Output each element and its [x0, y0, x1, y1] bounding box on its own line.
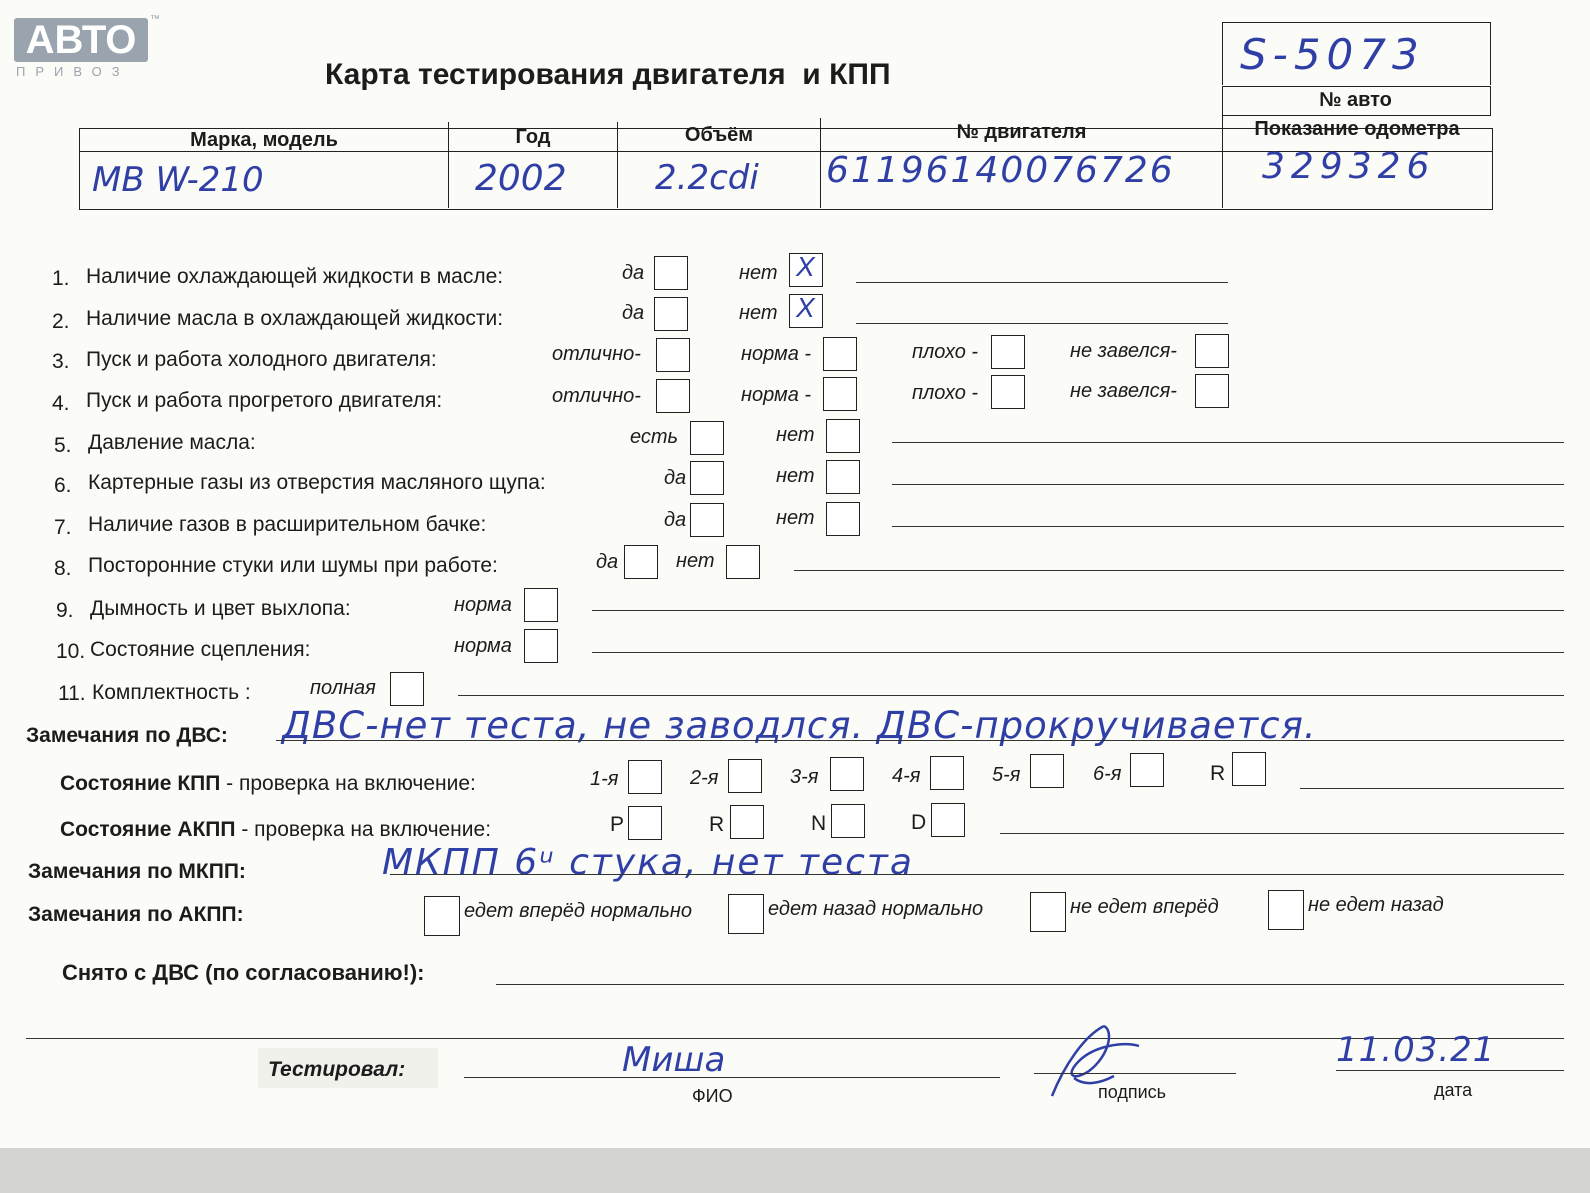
- checkbox-backward-ok[interactable]: [728, 894, 764, 934]
- car-number-label: № авто: [1319, 89, 1392, 111]
- item-text: Посторонние стуки или шумы при работе:: [88, 554, 498, 577]
- option-label: нет: [776, 424, 815, 446]
- item-number: 10.: [56, 640, 86, 663]
- item-text: Пуск и работа холодного двигателя:: [86, 348, 437, 371]
- gear-label: 5-я: [992, 764, 1021, 786]
- option-label: есть: [630, 426, 679, 448]
- gear-5-checkbox[interactable]: [1030, 754, 1064, 788]
- option-label: полная: [310, 677, 376, 699]
- option-label: норма -: [741, 343, 812, 365]
- checkbox-excellent[interactable]: [656, 338, 690, 372]
- gear-1-checkbox[interactable]: [628, 760, 662, 794]
- item-number: 4.: [52, 392, 70, 415]
- item-text: Комплектность :: [92, 681, 251, 704]
- option-label: да: [664, 467, 687, 489]
- option-label: отлично-: [552, 343, 641, 365]
- mode-r-checkbox[interactable]: [730, 805, 764, 839]
- checkbox-forward-ok[interactable]: [424, 896, 460, 936]
- checkbox-yes[interactable]: [690, 503, 724, 537]
- option-label: нет: [676, 550, 715, 572]
- option-label: да: [622, 262, 645, 284]
- item-number: 7.: [54, 516, 72, 539]
- option-label: едет вперёд нормально: [464, 900, 693, 922]
- option-label: нет: [776, 465, 815, 487]
- option-label: да: [664, 509, 687, 531]
- checkbox-normal[interactable]: [823, 337, 857, 371]
- dvs-remarks-label: Замечания по ДВС:: [26, 724, 228, 747]
- checkbox-no[interactable]: [826, 419, 860, 453]
- option-label: не завелся-: [1070, 340, 1177, 362]
- item-number: 1.: [52, 267, 70, 290]
- gear-label: 6-я: [1093, 763, 1122, 785]
- checked-mark: X: [796, 251, 815, 282]
- item-text: Пуск и работа прогретого двигателя:: [86, 389, 443, 412]
- option-label: едет назад нормально: [768, 898, 984, 920]
- item-number: 8.: [54, 557, 72, 580]
- item-number: 2.: [52, 310, 70, 333]
- remark-line: [1300, 788, 1564, 789]
- logo-tm: ™: [150, 14, 160, 25]
- item-number: 3.: [52, 350, 70, 373]
- item-number: 6.: [54, 474, 72, 497]
- checkbox-no-forward[interactable]: [1030, 892, 1066, 932]
- checkbox-yes[interactable]: [654, 297, 688, 331]
- option-label: плохо -: [912, 382, 979, 404]
- tested-by-label: Тестировал:: [268, 1058, 406, 1081]
- remark-line: [1000, 833, 1564, 834]
- logo-brand: АВТО: [14, 18, 148, 62]
- logo-sub: ПРИВОЗ: [16, 64, 130, 79]
- value-volume: 2.2cdi: [655, 158, 759, 198]
- value-engine-number: 61196140076726: [826, 150, 1175, 191]
- option-label: не едет назад: [1308, 894, 1444, 916]
- gear-label: R: [1210, 762, 1226, 785]
- col-odometer: Показание одометра: [1254, 118, 1460, 140]
- checkbox-not-started[interactable]: [1195, 374, 1229, 408]
- mkpp-remarks-value: МКПП 6ᵘ стука, нет теста: [382, 842, 914, 883]
- option-label: да: [596, 551, 619, 573]
- checkbox-no-backward[interactable]: [1268, 890, 1304, 930]
- gear-label: 2-я: [690, 767, 719, 789]
- page-title: Карта тестирования двигателя и КПП: [325, 58, 891, 91]
- checkbox-no[interactable]: [826, 460, 860, 494]
- item-number: 9.: [56, 599, 74, 622]
- checkbox-yes[interactable]: [654, 256, 688, 290]
- gear-6-checkbox[interactable]: [1130, 753, 1164, 787]
- gear-label: 3-я: [790, 766, 819, 788]
- akpp-remarks-label: Замечания по АКПП:: [28, 903, 244, 926]
- checkbox-yes[interactable]: [624, 545, 658, 579]
- item-number: 5.: [54, 434, 72, 457]
- checkbox-excellent[interactable]: [656, 379, 690, 413]
- checkbox-complete[interactable]: [390, 672, 424, 706]
- value-odometer: 329326: [1262, 146, 1436, 187]
- remark-line: [496, 984, 1564, 985]
- akpp-label: [60, 818, 491, 842]
- col-volume: Объём: [684, 124, 754, 146]
- remark-line: [592, 652, 1564, 653]
- remark-line: [856, 282, 1228, 283]
- mode-n-checkbox[interactable]: [831, 804, 865, 838]
- option-label: норма: [454, 635, 512, 657]
- page-bottom-edge: [0, 1148, 1590, 1193]
- option-label: нет: [739, 302, 778, 324]
- kpp-label-bold: Состояние КПП: [60, 772, 221, 795]
- checkbox-bad[interactable]: [991, 335, 1025, 369]
- col-engine-number: № двигателя: [956, 121, 1087, 143]
- option-label: отлично-: [552, 385, 641, 407]
- remark-line: [856, 323, 1228, 324]
- item-number: 11.: [58, 682, 86, 705]
- checkbox-no[interactable]: [726, 545, 760, 579]
- signature-caption: подпись: [1098, 1082, 1167, 1102]
- checkbox-bad[interactable]: [991, 375, 1025, 409]
- mode-label: P: [610, 813, 625, 836]
- col-make-model: Марка, модель: [190, 129, 338, 151]
- item-text: Наличие газов в расширительном бачке:: [88, 513, 487, 536]
- tester-name: Миша: [622, 1040, 726, 1080]
- remark-line: [390, 874, 1564, 875]
- option-label: нет: [739, 262, 778, 284]
- signature-line: [1034, 1073, 1236, 1074]
- checkbox-yes[interactable]: [690, 421, 724, 455]
- mode-label: D: [911, 811, 927, 834]
- mkpp-remarks-label: Замечания по МКПП:: [28, 860, 246, 883]
- car-number-value: S-5073: [1240, 30, 1425, 79]
- remark-line: [892, 526, 1564, 527]
- name-caption: ФИО: [692, 1086, 733, 1106]
- remark-line: [892, 442, 1564, 443]
- name-line: [464, 1077, 1000, 1078]
- removed-label: Снято с ДВС (по согласованию!):: [62, 960, 425, 985]
- value-year: 2002: [475, 158, 567, 199]
- item-text: Давление масла:: [88, 431, 256, 454]
- mode-d-checkbox[interactable]: [931, 803, 965, 837]
- checkbox-normal[interactable]: [823, 377, 857, 411]
- kpp-label-rest: - проверка на включение:: [220, 772, 476, 795]
- checkbox-normal[interactable]: [524, 588, 558, 622]
- option-label: норма: [454, 594, 512, 616]
- option-label: да: [622, 302, 645, 324]
- item-text: Дымность и цвет выхлопа:: [90, 597, 351, 620]
- gear-r-checkbox[interactable]: [1232, 752, 1266, 786]
- mode-label: N: [811, 812, 827, 835]
- remark-line: [276, 740, 1564, 741]
- dvs-remarks-value: ДВС-нет теста, не заводлся. ДВС-прокручивается.: [282, 704, 1317, 747]
- checkbox-no[interactable]: [826, 502, 860, 536]
- item-text: Картерные газы из отверстия масляного щупа:: [88, 471, 546, 494]
- option-label: нет: [776, 507, 815, 529]
- gear-3-checkbox[interactable]: [830, 757, 864, 791]
- col-year: Год: [515, 126, 551, 148]
- mode-p-checkbox[interactable]: [628, 806, 662, 840]
- akpp-label-rest: - проверка на включение:: [235, 818, 492, 841]
- value-make-model: MB W-210: [92, 160, 264, 200]
- remark-line: [892, 484, 1564, 485]
- option-label: не завелся-: [1070, 380, 1177, 402]
- date-caption: дата: [1434, 1080, 1473, 1100]
- item-text: Наличие масла в охлаждающей жидкости:: [86, 307, 504, 330]
- kpp-label: [60, 772, 476, 796]
- logo: [14, 14, 160, 80]
- option-label: плохо -: [912, 341, 979, 363]
- item-text: Состояние сцепления:: [90, 638, 311, 661]
- gear-label: 1-я: [590, 768, 619, 790]
- option-label: норма -: [741, 384, 812, 406]
- option-label: не едет вперёд: [1070, 896, 1219, 918]
- remark-line: [458, 695, 1564, 696]
- remark-line: [592, 610, 1564, 611]
- test-date: 11.03.21: [1336, 1030, 1496, 1070]
- gear-2-checkbox[interactable]: [728, 759, 762, 793]
- gear-4-checkbox[interactable]: [930, 756, 964, 790]
- checkbox-not-started[interactable]: [1195, 334, 1229, 368]
- checked-mark: X: [796, 292, 815, 323]
- remark-line: [26, 1038, 1564, 1039]
- akpp-label-bold: Состояние АКПП: [60, 818, 236, 841]
- remark-line: [794, 570, 1564, 571]
- date-line: [1336, 1070, 1564, 1071]
- checkbox-yes[interactable]: [690, 461, 724, 495]
- gear-label: 4-я: [892, 765, 921, 787]
- item-text: Наличие охлаждающей жидкости в масле:: [86, 265, 504, 288]
- mode-label: R: [709, 813, 725, 836]
- checkbox-normal[interactable]: [524, 629, 558, 663]
